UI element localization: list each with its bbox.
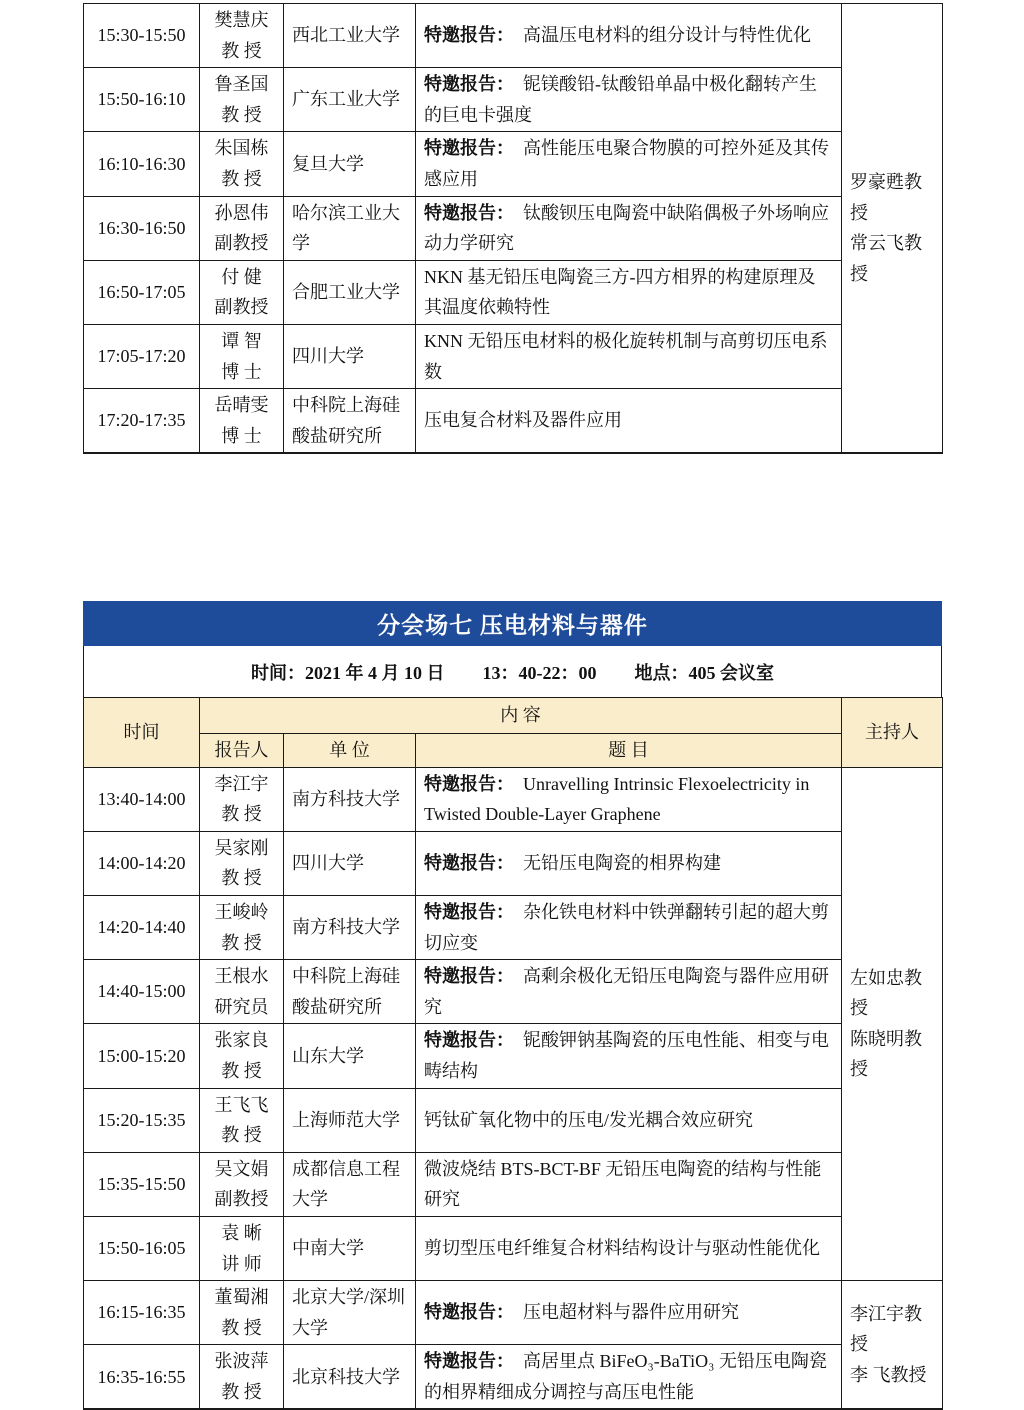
time-cell: 15:35-15:50 (84, 1152, 200, 1216)
unit-cell: 广东工业大学 (284, 68, 416, 132)
talk-type-label: 特邀报告： (424, 773, 514, 794)
unit-cell: 中科院上海硅酸盐研究所 (284, 389, 416, 454)
session-date: 时间：2021 年 4 月 10 日 (251, 662, 445, 683)
time-cell: 16:10-16:30 (84, 132, 200, 196)
table-row (84, 895, 943, 959)
speaker-title: 教 授 (221, 1317, 262, 1338)
unit-cell: 北京大学/深圳大学 (284, 1281, 416, 1345)
talk-type-label: 特邀报告： (424, 966, 514, 987)
talk-type-label: 特邀报告： (424, 138, 514, 159)
speaker-title: 副教授 (214, 1189, 269, 1210)
talk-title-text: 压电复合材料及器件应用 (424, 410, 622, 431)
session-banner (83, 601, 942, 646)
talk-title-cell (416, 260, 842, 324)
time-cell: 17:05-17:20 (84, 324, 200, 388)
speaker-cell (200, 960, 284, 1024)
talk-title-text: 铌酸钾钠基陶瓷的压电性能、相变与电畴结构 (424, 1030, 829, 1081)
unit-cell: 中科院上海硅酸盐研究所 (284, 960, 416, 1024)
speaker-cell (200, 1024, 284, 1088)
session7-schedule-table (83, 697, 943, 1410)
host-cell (842, 767, 943, 1281)
speaker-title: 博 士 (221, 361, 262, 382)
speaker-cell (200, 831, 284, 895)
talk-title-text: 铌镁酸铅-钛酸铅单晶中极化翻转产生的巨电卡强度 (424, 74, 817, 125)
speaker-title: 教 授 (221, 1125, 262, 1146)
talk-title-text: 微波烧结 BTS-BCT-BF 无铅压电陶瓷的结构与性能研究 (424, 1158, 822, 1210)
time-cell: 15:30-15:50 (84, 4, 200, 68)
speaker-name: 张波萍 (214, 1351, 269, 1372)
time-cell: 16:35-16:55 (84, 1345, 200, 1410)
speaker-title: 副教授 (214, 233, 269, 254)
time-cell: 16:50-17:05 (84, 260, 200, 324)
speaker-name: 岳晴雯 (214, 395, 269, 416)
unit-cell: 北京科技大学 (284, 1345, 416, 1410)
speaker-cell (200, 324, 284, 388)
session-hours: 13：40-22：00 (482, 662, 597, 683)
talk-title-text: 高性能压电聚合物膜的可控外延及其传感应用 (424, 138, 829, 189)
speaker-name: 袁 晰 (221, 1222, 262, 1243)
time-cell: 14:20-14:40 (84, 895, 200, 959)
speaker-cell (200, 4, 284, 68)
talk-type-label: 特邀报告： (424, 901, 514, 922)
speaker-title: 教 授 (221, 868, 262, 889)
talk-title-cell (416, 196, 842, 260)
speaker-title: 教 授 (221, 40, 262, 61)
table-row (84, 4, 943, 68)
speaker-name: 朱国栋 (214, 138, 269, 159)
talk-title-text: 压电超材料与器件应用研究 (523, 1302, 739, 1323)
talk-type-label: 特邀报告： (424, 1351, 514, 1372)
talk-title-text: 钙钛矿氧化物中的压电/发光耦合效应研究 (424, 1109, 753, 1130)
table-row (84, 1345, 943, 1410)
host-name: 左如忠教授 (850, 967, 923, 1019)
header-speaker: 报告人 (200, 734, 284, 768)
talk-title-cell (416, 68, 842, 132)
header-row-2 (84, 734, 943, 768)
table-row (84, 389, 943, 454)
talk-title-text: 高温压电材料的组分设计与特性优化 (523, 25, 811, 46)
host-name: 罗豪甦教授 (850, 171, 922, 223)
talk-title-text: 剪切型压电纤维复合材料结构设计与驱动性能优化 (424, 1238, 820, 1259)
talk-type-label: 特邀报告： (424, 74, 514, 95)
unit-cell: 南方科技大学 (284, 767, 416, 831)
unit-cell: 复旦大学 (284, 132, 416, 196)
host-cell (842, 4, 943, 454)
host-cell (842, 1281, 943, 1410)
time-cell: 17:20-17:35 (84, 389, 200, 454)
session-title: 分会场七 压电材料与器件 (377, 613, 648, 638)
talk-title-cell (416, 132, 842, 196)
time-cell: 14:40-15:00 (84, 960, 200, 1024)
host-name: 李江宇教授 (850, 1303, 923, 1355)
talk-title-cell (416, 767, 842, 831)
talk-title-text: 无铅压电陶瓷的相界构建 (523, 853, 721, 874)
table-row (84, 1088, 943, 1152)
speaker-name: 谭 智 (221, 330, 262, 351)
table-row (84, 831, 943, 895)
header-topic: 题 目 (416, 734, 842, 768)
speaker-name: 王飞飞 (214, 1094, 269, 1115)
table-row (84, 1024, 943, 1088)
unit-cell: 中南大学 (284, 1216, 416, 1280)
table-row (84, 260, 943, 324)
talk-title-cell (416, 324, 842, 388)
speaker-name: 樊慧庆 (214, 10, 269, 30)
unit-cell: 四川大学 (284, 831, 416, 895)
speaker-title: 教 授 (221, 932, 262, 953)
table-row (84, 960, 943, 1024)
speaker-title: 研究员 (214, 996, 269, 1017)
time-cell: 16:15-16:35 (84, 1281, 200, 1345)
speaker-title: 教 授 (221, 1381, 262, 1402)
speaker-name: 吴家刚 (214, 837, 269, 858)
table-row (84, 68, 943, 132)
speaker-name: 付 健 (221, 266, 262, 287)
unit-cell: 成都信息工程大学 (284, 1152, 416, 1216)
session-location: 地点：405 会议室 (634, 662, 774, 683)
speaker-cell (200, 132, 284, 196)
talk-title-cell (416, 1024, 842, 1088)
talk-title-cell (416, 960, 842, 1024)
talk-title-cell (416, 831, 842, 895)
speaker-cell (200, 1088, 284, 1152)
speaker-cell (200, 68, 284, 132)
header-host: 主持人 (842, 698, 943, 768)
speaker-name: 鲁圣国 (214, 74, 269, 95)
time-cell: 15:00-15:20 (84, 1024, 200, 1088)
continuation-schedule-table (83, 3, 943, 454)
table-row (84, 1152, 943, 1216)
talk-title-cell (416, 1345, 842, 1410)
speaker-cell (200, 196, 284, 260)
talk-title-text: NKN 基无铅压电陶瓷三方-四方相界的构建原理及其温度依赖特性 (424, 266, 816, 318)
talk-title-text: 杂化铁电材料中铁弹翻转引起的超大剪切应变 (424, 901, 829, 953)
talk-title-cell (416, 895, 842, 959)
table-row (84, 1216, 943, 1280)
speaker-name: 孙恩伟 (214, 202, 269, 223)
time-cell: 14:00-14:20 (84, 831, 200, 895)
time-cell: 15:50-16:05 (84, 1216, 200, 1280)
time-cell: 13:40-14:00 (84, 767, 200, 831)
unit-cell: 西北工业大学 (284, 4, 416, 68)
talk-title-cell (416, 389, 842, 454)
table-row (84, 196, 943, 260)
host-name: 常云飞教授 (850, 233, 922, 284)
talk-title-text: 钛酸钡压电陶瓷中缺陷偶极子外场响应动力学研究 (424, 202, 829, 254)
table-row (84, 324, 943, 388)
header-content: 内 容 (200, 698, 842, 734)
talk-title-text: 高剩余极化无铅压电陶瓷与器件应用研究 (424, 966, 829, 1017)
speaker-name: 张家良 (214, 1030, 269, 1051)
speaker-name: 王峻岭 (214, 901, 269, 922)
speaker-name: 吴文娟 (214, 1158, 269, 1179)
talk-title-cell (416, 1216, 842, 1280)
speaker-cell (200, 1152, 284, 1216)
time-cell: 16:30-16:50 (84, 196, 200, 260)
talk-type-label: 特邀报告： (424, 202, 514, 223)
speaker-title: 教 授 (221, 804, 262, 825)
header-time: 时间 (84, 698, 200, 768)
speaker-cell (200, 1281, 284, 1345)
table-row (84, 132, 943, 196)
speaker-name: 李江宇 (214, 773, 269, 794)
table-row (84, 767, 943, 831)
speaker-title: 博 士 (221, 425, 262, 446)
talk-type-label: 特邀报告： (424, 853, 514, 874)
speaker-cell (200, 767, 284, 831)
speaker-title: 讲 师 (221, 1253, 262, 1274)
table-row (84, 1281, 943, 1345)
speaker-title: 教 授 (221, 1060, 262, 1081)
header-unit: 单 位 (284, 734, 416, 768)
speaker-cell (200, 1345, 284, 1410)
unit-cell: 南方科技大学 (284, 895, 416, 959)
talk-title-cell (416, 1152, 842, 1216)
talk-title-cell (416, 4, 842, 68)
session-info-row (83, 646, 942, 697)
talk-title-text: Unravelling Intrinsic Flexoelectricity in Twisted Double-Layer Graphene (424, 773, 810, 825)
unit-cell: 合肥工业大学 (284, 260, 416, 324)
speaker-cell (200, 260, 284, 324)
speaker-cell (200, 895, 284, 959)
talk-title-cell (416, 1088, 842, 1152)
header-row-1 (84, 698, 943, 734)
time-cell: 15:50-16:10 (84, 68, 200, 132)
talk-type-label: 特邀报告： (424, 1030, 514, 1051)
time-cell: 15:20-15:35 (84, 1088, 200, 1152)
unit-cell: 上海师范大学 (284, 1088, 416, 1152)
unit-cell: 山东大学 (284, 1024, 416, 1088)
speaker-title: 副教授 (214, 297, 269, 318)
speaker-title: 教 授 (221, 104, 262, 125)
speaker-cell (200, 1216, 284, 1280)
talk-type-label: 特邀报告： (424, 1302, 514, 1323)
talk-type-label: 特邀报告： (424, 25, 514, 46)
talk-title-text: KNN 无铅压电材料的极化旋转机制与高剪切压电系数 (424, 330, 828, 382)
talk-title-cell (416, 1281, 842, 1345)
talk-title-text: 高居里点 BiFeO₃-BaTiO₃ 无铅压电陶瓷的相界精细成分调控与高压电性能 (424, 1351, 827, 1402)
speaker-cell (200, 389, 284, 454)
speaker-name: 董蜀湘 (214, 1287, 269, 1308)
speaker-title: 教 授 (221, 168, 262, 189)
unit-cell: 四川大学 (284, 324, 416, 388)
speaker-name: 王根水 (214, 966, 269, 987)
host-name: 李 飞教授 (850, 1365, 927, 1386)
unit-cell: 哈尔滨工业大学 (284, 196, 416, 260)
host-name: 陈晓明教授 (850, 1028, 923, 1080)
